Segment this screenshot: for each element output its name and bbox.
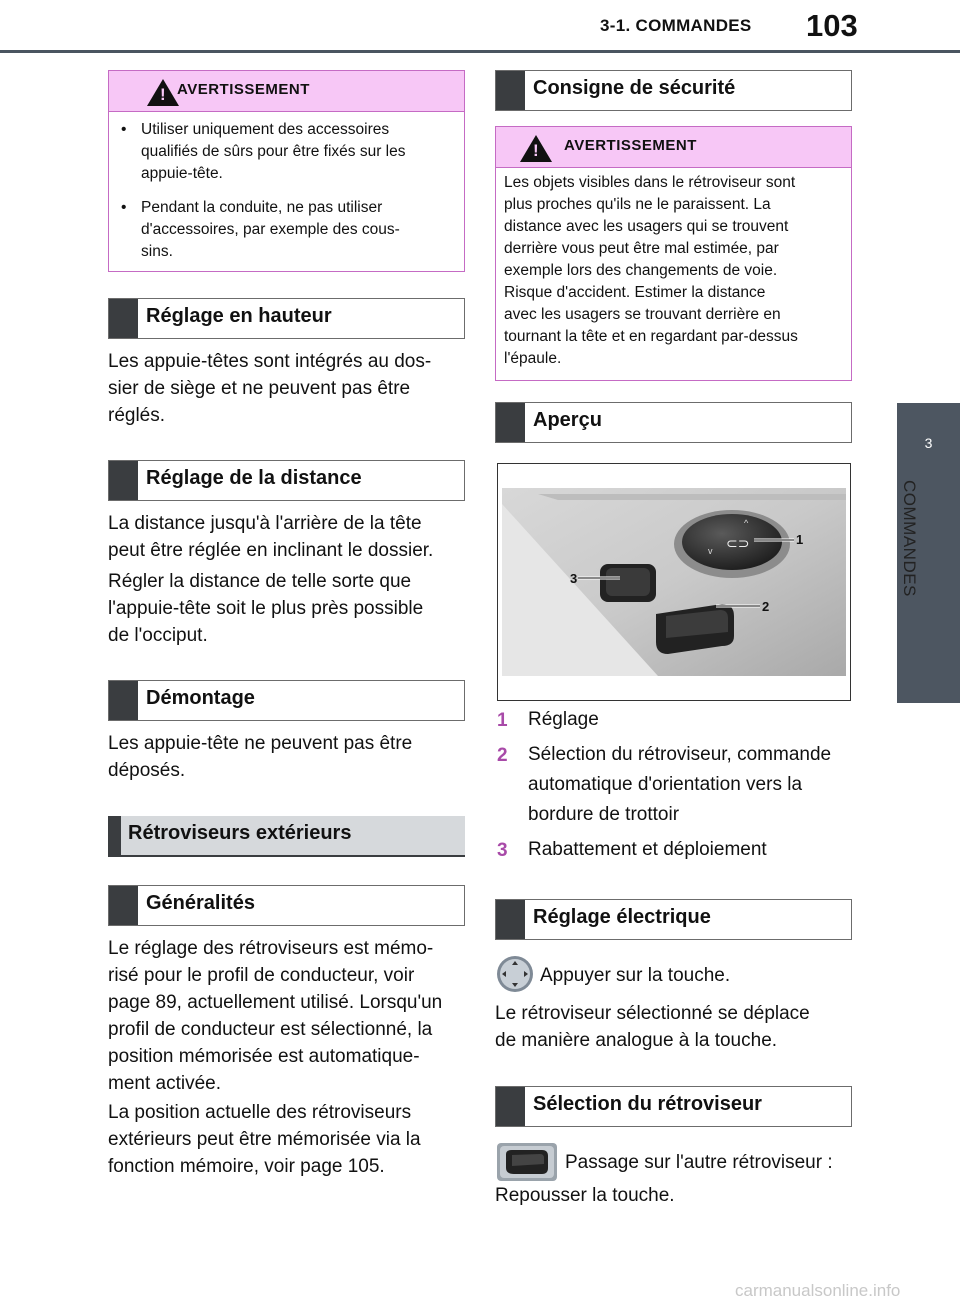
- svg-text:^: ^: [744, 518, 749, 528]
- section-heading-safety: Consigne de sécurité: [495, 70, 852, 111]
- paragraph-electric: Le rétroviseur sélectionné se déplace de manière analogue à la touche.: [495, 1003, 810, 1051]
- section-heading-height: Réglage en hauteur: [108, 298, 465, 339]
- paragraph-memory: La position actuelle des rétroviseurs extérieurs peut être mémorisée via la fonction mémoire, voir page 105.: [108, 1102, 421, 1177]
- warning-header: [109, 71, 464, 112]
- header-rule: [0, 50, 960, 53]
- legend-number: 2: [497, 745, 508, 766]
- legend-number: 1: [497, 710, 508, 731]
- paragraph-height: Les appuie-têtes sont intégrés au dos- sier de siège et ne peuvent pas être réglés.: [108, 351, 432, 426]
- warning-text: Les objets visibles dans le rétroviseur sont plus proches qu'ils ne le paraissent. La distance avec les usagers qui se trouvent derrière vous peut être mal estimée, par exemple lors des changements de voie. Risque d'accident. Estimer la distance avec les usagers se trouvant derrière en tournant la tête et en regardant par-dessus l'épaule.: [504, 174, 798, 367]
- warning-triangle-icon: [147, 79, 179, 106]
- section-heading-selection: Sélection du rétroviseur: [495, 1086, 852, 1127]
- switch-mirror-text: Passage sur l'autre rétroviseur :: [565, 1152, 833, 1173]
- warning-title: AVERTISSEMENT: [177, 81, 310, 98]
- legend-number: 3: [497, 840, 508, 861]
- mirror-controls-figure: [497, 463, 851, 701]
- paragraph-distance-adjust: Régler la distance de telle sorte que l'appuie-tête soit le plus près possible de l'occiput.: [108, 571, 424, 646]
- paragraph-removal: Les appuie-tête ne peuvent pas être déposés.: [108, 733, 413, 781]
- svg-text:⊂⊃: ⊂⊃: [726, 536, 750, 552]
- legend-item-selection: Sélection du rétroviseur, commande automatique d'orientation vers la bordure de trottoir: [528, 744, 832, 825]
- section-heading-electric: Réglage électrique: [495, 899, 852, 940]
- warning-bullet: • Utiliser uniquement des accessoires qualifiés de sûrs pour être fixés sur les appuie-tête.: [121, 121, 406, 182]
- section-heading-removal: Démontage: [108, 680, 465, 721]
- section-heading-general: Généralités: [108, 885, 465, 926]
- warning-bullet: • Pendant la conduite, ne pas utiliser d'accessoires, par exemple des cous- sins.: [121, 199, 400, 260]
- callout-1: 1: [796, 532, 804, 547]
- callout-3: 3: [570, 571, 578, 586]
- mirror-controls-illustration: [498, 464, 850, 700]
- warning-header: [496, 127, 851, 168]
- legend-item-fold: Rabattement et déploiement: [528, 839, 767, 860]
- push-button-text: Repousser la touche.: [495, 1185, 675, 1206]
- svg-text:v: v: [708, 546, 713, 556]
- callout-2: 2: [762, 599, 770, 614]
- paragraph-general: Le réglage des rétroviseurs est mémo- risé pour le profil de conducteur, voir page 89, actuellement utilisé. Lorsqu'un profil de conducteur est sélectionné, la position mémorisée est automatique- ment activée.: [108, 938, 443, 1094]
- chapter-tab-label: COMMANDES: [900, 480, 919, 597]
- warning-title: AVERTISSEMENT: [564, 137, 697, 154]
- paragraph-distance: La distance jusqu'à l'arrière de la tête peut être réglée en inclinant le dossier.: [108, 513, 434, 561]
- legend-item-adjust: Réglage: [528, 709, 599, 730]
- section-heading-overview: Aperçu: [495, 402, 852, 443]
- chapter-tab-number: 3: [924, 435, 933, 451]
- warning-box-accessories: [108, 70, 465, 272]
- warning-triangle-icon: [520, 135, 552, 162]
- warning-box-mirror: [495, 126, 852, 381]
- page-number: 103: [806, 8, 858, 43]
- mirror-selection-button-icon: [496, 1142, 558, 1182]
- section-heading-distance: Réglage de la distance: [108, 460, 465, 501]
- chapter-title: 3-1. COMMANDES: [600, 16, 752, 35]
- watermark: carmanualsonline.info: [735, 1281, 901, 1300]
- section-heading-mirrors: Rétroviseurs extérieurs: [108, 816, 465, 857]
- mirror-adjust-button-icon: [496, 955, 534, 993]
- press-button-text: Appuyer sur la touche.: [540, 965, 731, 986]
